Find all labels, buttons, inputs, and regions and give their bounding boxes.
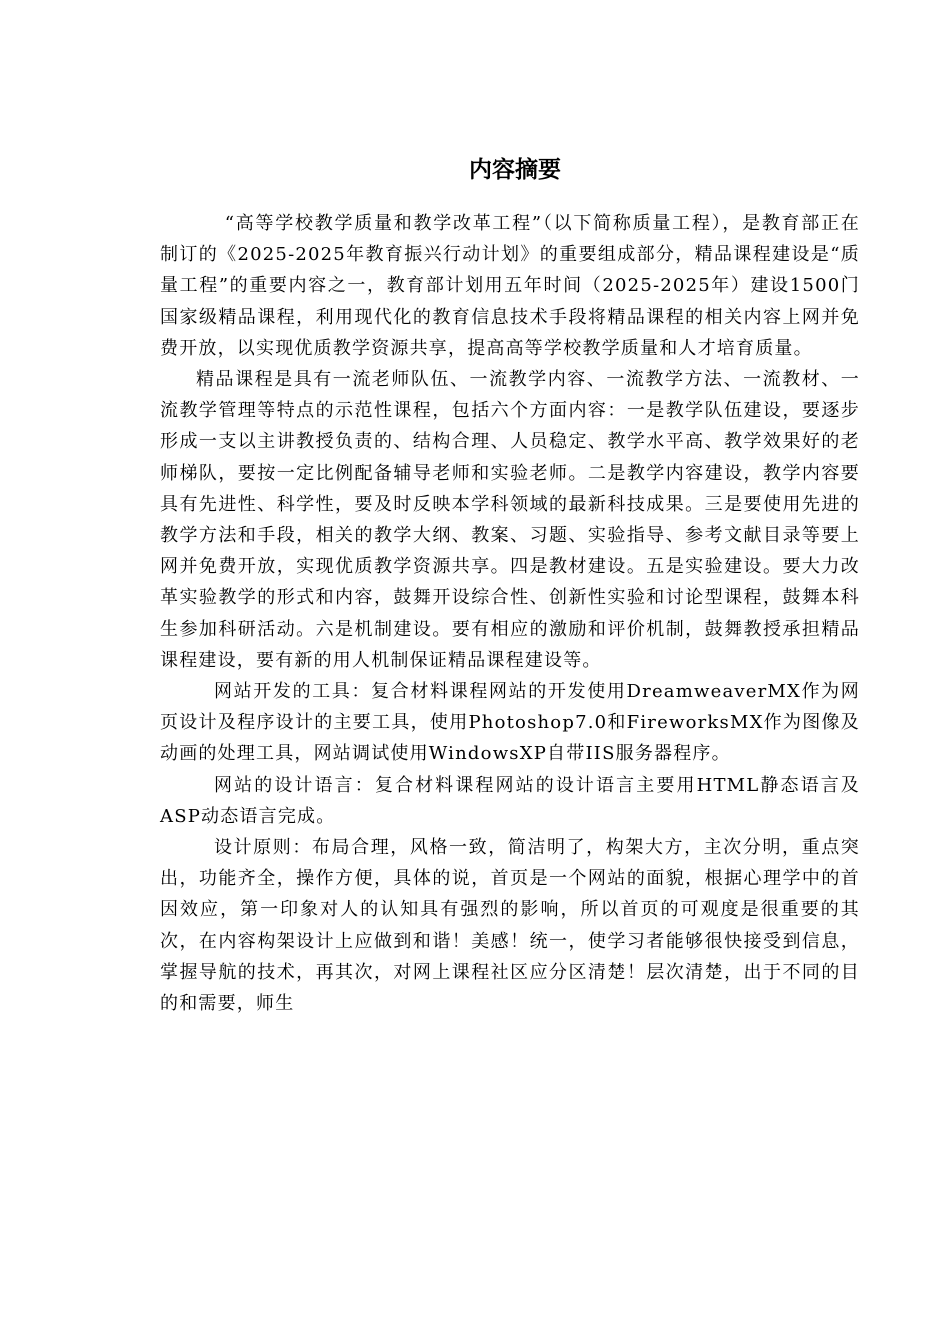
- paragraph-quality-project: “高等学校教学质量和教学改革工程”（以下简称质量工程），是教育部正在制订的《2025-2025年教育振兴行动计划》的重要组成部分，精品课程建设是“质量工程”的重要内容之一，教育部计划用五年时间（2025-2025年）建设1500门国家级精品课程，利用现代化的教育信息技术手段将精品课程的相关内容上网并免费开放，以实现优质教学资源共享，提高高等学校教学质量和人才培育质量。: [160, 213, 860, 359]
- paragraph-design-principles: 设计原则：布局合理，风格一致，简洁明了，构架大方，主次分明，重点突出，功能齐全，操作方便，具体的说，首页是一个网站的面貌，根据心理学中的首因效应，第一印象对人的认知具有强烈的影响，所以首页的可观度是很重要的其次，在内容构架设计上应做到和谐！美感！统一，使学习者能够很快接受到信息，掌握导航的技术，再其次，对网上课程社区应分区清楚！层次清楚，出于不同的目的和需要，师生: [160, 837, 860, 1015]
- document-page: [160, 150, 860, 1019]
- page-title: 内容摘要: [469, 157, 561, 183]
- paragraph-design-language: 网站的设计语言：复合材料课程网站的设计语言主要用HTML静态语言及ASP动态语言完成。: [160, 774, 860, 827]
- paragraph-quality-course: 精品课程是具有一流老师队伍、一流教学内容、一流教学方法、一流教材、一流教学管理等特点的示范性课程，包括六个方面内容：一是教学队伍建设，要逐步形成一支以主讲教授负责的、结构合理、人员稳定、教学水平高、教学效果好的老师梯队，要按一定比例配备辅导老师和实验老师。二是教学内容建设，教学内容要具有先进性、科学性，要及时反映本学科领域的最新科技成果。三是要使用先进的教学方法和手段，相关的教学大纲、教案、习题、实验指导、参考文献目录等要上网并免费开放，实现优质教学资源共享。四是教材建设。五是实验建设。要大力改革实验教学的形式和内容，鼓舞开设综合性、创新性实验和讨论型课程，鼓舞本科生参加科研活动。六是机制建设。要有相应的激励和评价机制，鼓舞教授承担精品课程建设，要有新的用人机制保证精品课程建设等。: [160, 369, 860, 671]
- paragraph-dev-tools: 网站开发的工具：复合材料课程网站的开发使用DreamweaverMX作为网页设计及程序设计的主要工具，使用Photoshop7.0和FireworksMX作为图像及动画的处理工具，网站调试使用WindowsXP自带IIS服务器程序。: [160, 681, 860, 765]
